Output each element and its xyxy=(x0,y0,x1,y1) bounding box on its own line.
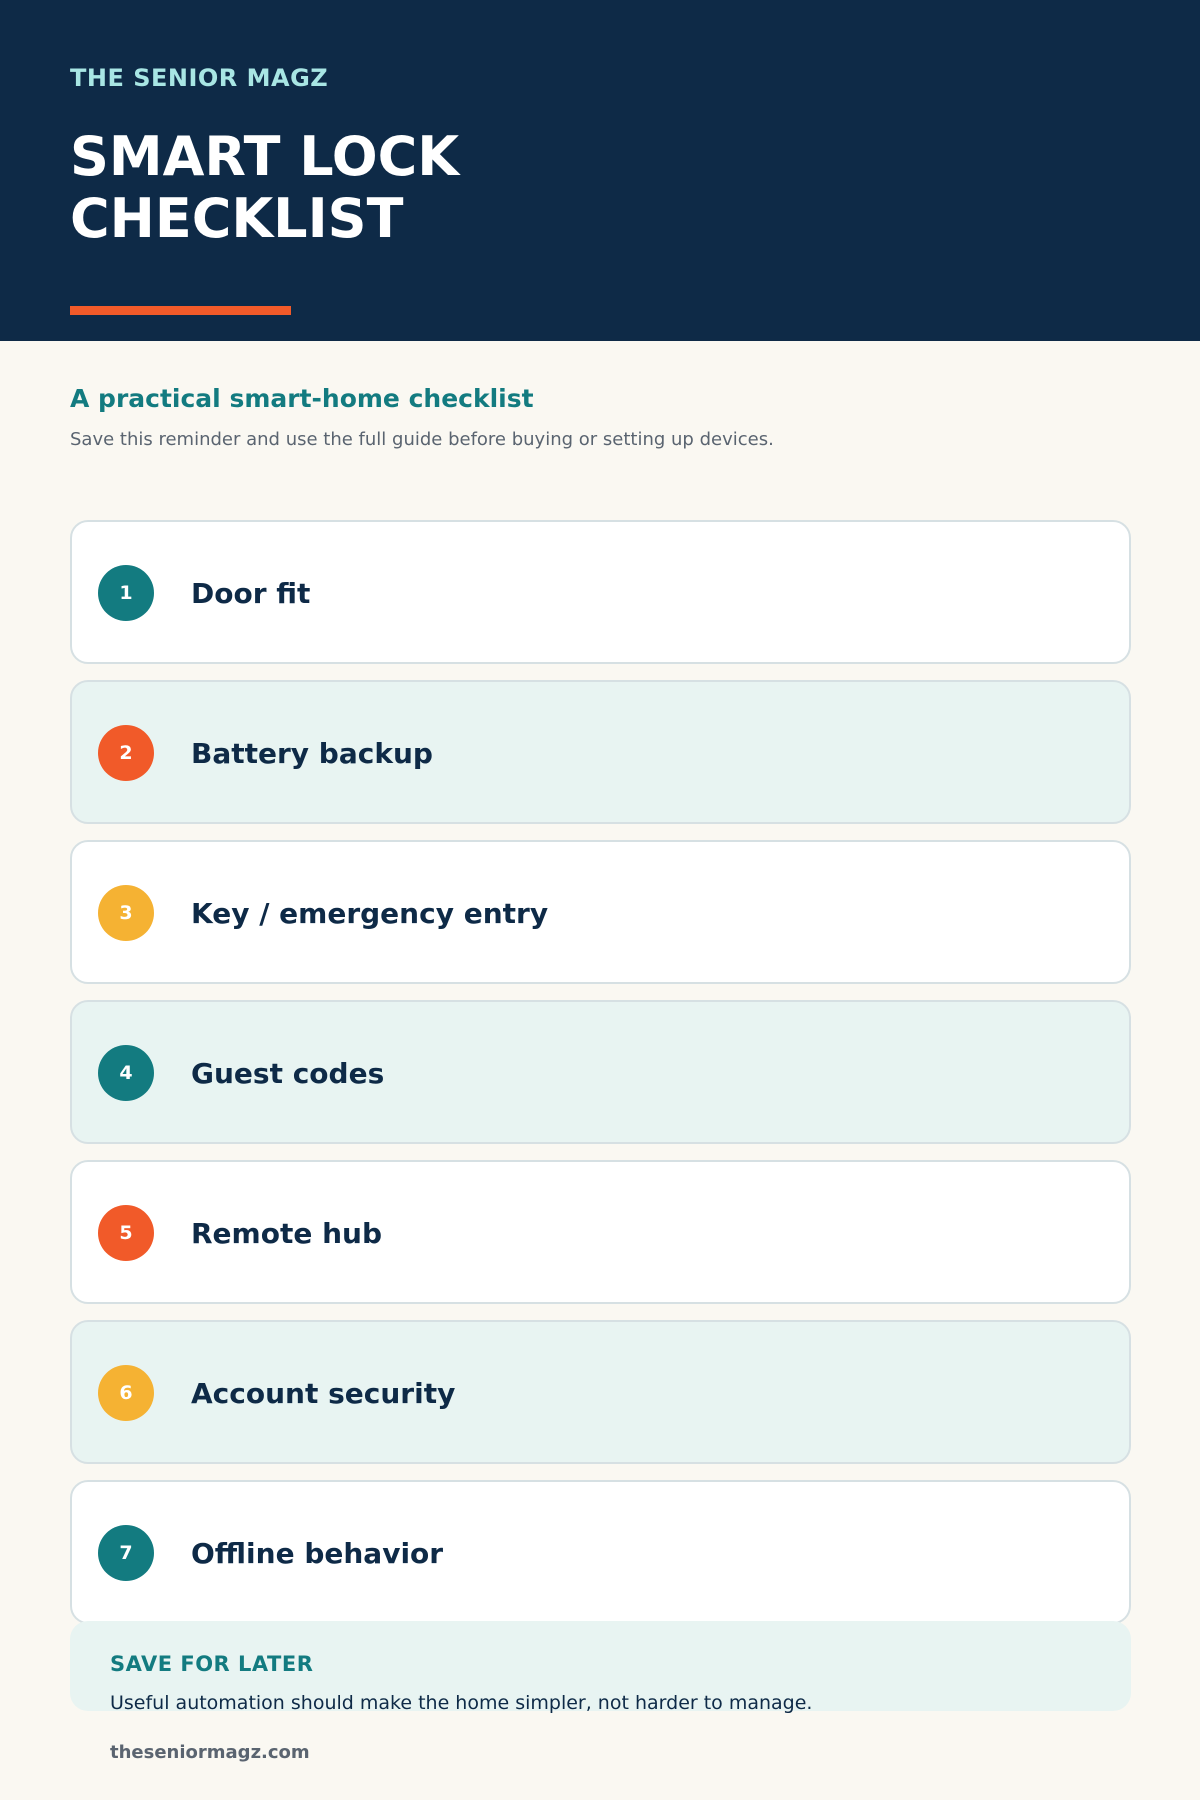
checklist-item xyxy=(70,1160,1131,1304)
page-title-line-1: SMART LOCK xyxy=(70,125,460,188)
checklist-item xyxy=(70,840,1131,984)
checklist-item xyxy=(70,1480,1131,1624)
brand-name: THE SENIOR MAGZ xyxy=(70,64,329,92)
checklist-item-label: Account security xyxy=(191,1377,456,1410)
checklist-item-label: Key / emergency entry xyxy=(191,897,549,930)
step-number-badge: 7 xyxy=(98,1525,154,1581)
section-heading: A practical smart-home checklist xyxy=(70,384,534,413)
footer-url[interactable]: theseniormagz.com xyxy=(110,1742,310,1763)
checklist-item xyxy=(70,1000,1131,1144)
intro-text: Save this reminder and use the full guide before buying or setting up devices. xyxy=(70,429,774,450)
save-for-later-heading: SAVE FOR LATER xyxy=(110,1652,314,1676)
checklist-item-label: Remote hub xyxy=(191,1217,382,1250)
page-title-line-2: CHECKLIST xyxy=(70,187,404,250)
header-banner xyxy=(0,0,1200,341)
step-number-badge: 4 xyxy=(98,1045,154,1101)
checklist-item-label: Battery backup xyxy=(191,737,433,770)
checklist-item-label: Guest codes xyxy=(191,1057,385,1090)
checklist-item xyxy=(70,1320,1131,1464)
checklist-item xyxy=(70,520,1131,664)
step-number-badge: 1 xyxy=(98,565,154,621)
accent-bar xyxy=(70,306,291,315)
page-title xyxy=(70,126,770,250)
checklist-item xyxy=(70,680,1131,824)
save-for-later-text: Useful automation should make the home simpler, not harder to manage. xyxy=(110,1692,813,1714)
step-number-badge: 6 xyxy=(98,1365,154,1421)
checklist-item-label: Door fit xyxy=(191,577,311,610)
checklist-item-label: Offline behavior xyxy=(191,1537,444,1570)
step-number-badge: 3 xyxy=(98,885,154,941)
step-number-badge: 5 xyxy=(98,1205,154,1261)
step-number-badge: 2 xyxy=(98,725,154,781)
